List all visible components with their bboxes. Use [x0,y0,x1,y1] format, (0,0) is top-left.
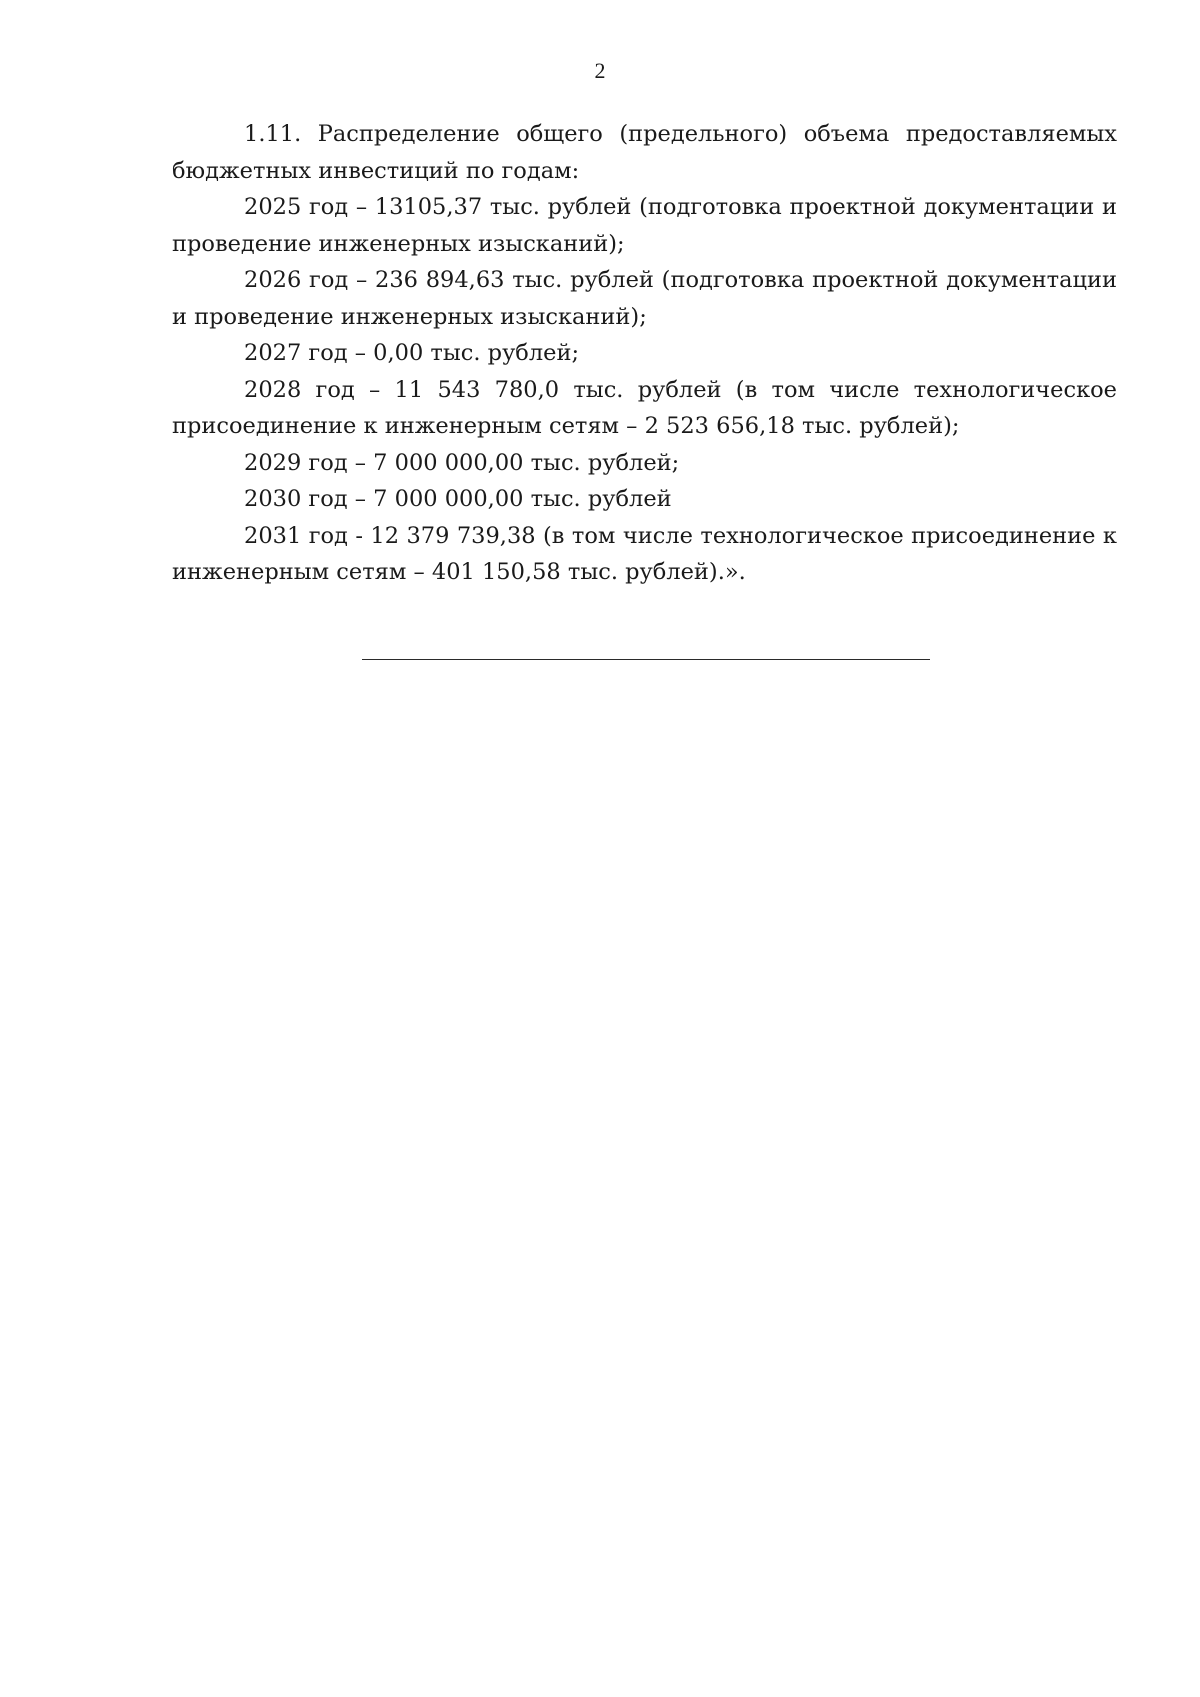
year-2029-paragraph: 2029 год – 7 000 000,00 тыс. рублей; [244,449,680,476]
end-divider-line [362,659,930,660]
year-2026-paragraph: 2026 год – 236 894,63 тыс. рублей (подготовка проектной документации и проведение инженерных изысканий); [172,267,1117,330]
section-heading-paragraph: 1.11. Распределение общего (предельного) объема предоставляемых бюджетных инвестиций по годам: [172,121,1117,184]
year-2030-paragraph: 2030 год – 7 000 000,00 тыс. рублей [244,486,672,512]
document-body [172,116,1117,591]
year-2027-paragraph: 2027 год – 0,00 тыс. рублей; [244,340,580,366]
year-2031-paragraph: 2031 год - 12 379 739,38 (в том числе технологическое присоединение к инженерным сетям – 401 150,58 тыс. рублей).». [172,522,1117,585]
year-2028-paragraph: 2028 год – 11 543 780,0 тыс. рублей (в том числе технологическое присоединение к инженерным сетям – 2 523 656,18 тыс. рублей); [172,376,1117,439]
page-number: 2 [594,58,606,83]
year-2025-paragraph: 2025 год – 13105,37 тыс. рублей (подготовка проектной документации и проведение инженерных изысканий); [172,194,1117,257]
